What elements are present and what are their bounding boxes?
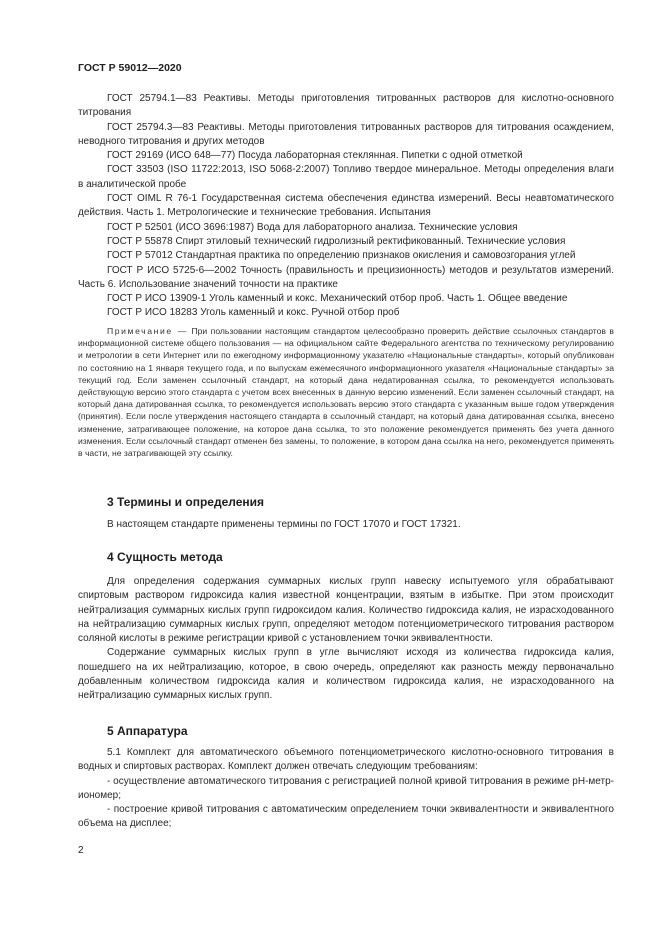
reference-item: ГОСТ Р 57012 Стандартная практика по определению признаков окисления и самовозгорания углей [107,250,576,262]
page-number: 2 [78,845,84,856]
reference-item: ГОСТ 25794.3—83 Реактивы. Методы приготовления титрованных растворов для титрования осаждением, неводного титрования и других методов [78,121,614,147]
reference-item: ГОСТ Р ИСО 13909-1 Уголь каменный и кокс. Механический отбор проб. Часть 1. Общее введение [107,293,568,305]
section-4-body [78,575,614,704]
reference-item: ГОСТ OIML R 76-1 Государственная система обеспечения единства измерений. Весы неавтоматического действия. Часть 1. Метрологические и технические требования. Испытания [78,193,614,219]
paragraph: Содержание суммарных кислых групп в угле вычисляют исходя из количества гидроксида калия, пошедшего на их нейтрализацию, которое, в свою очередь, определяют как разность между первоначально добавленным количеством гидроксида калия и количеством гидроксида калия, не израсходованного на нейтрализацию суммарных кислых групп. [78,647,614,702]
normative-references-list [78,92,614,321]
reference-item: ГОСТ Р 52501 (ИСО 3696:1987) Вода для лабораторного анализа. Технические условия [107,221,518,233]
section-5-title: 5 Аппаратура [107,724,188,738]
list-item: - построение кривой титрования с автоматическим определением точки эквивалентности и эквивалентного объема на дисплее; [78,804,614,830]
document-header: ГОСТ Р 59012—2020 [78,62,182,74]
paragraph: 5.1 Комплект для автоматического объемного потенциометрического кислотно-основного титрования в водных и спиртовых растворах. Комплект должен отвечать следующим требованиям: [78,747,614,773]
reference-item: ГОСТ Р 55878 Спирт этиловый технический гидролизный ректификованный. Технические условия [107,235,566,247]
references-note [78,325,614,459]
paragraph: Для определения содержания суммарных кислых групп навеску испытуемого угля обрабатывают спиртовым раствором гидроксида калия известной концентрации, взятым в избытке. При этом происходит нейтрализация суммарных кислых групп гидроксидом калия. Количество гидроксида калия, не израсходованного на нейтрализацию суммарных кислых групп, определяют методом потенциометрического титрования раствором соляной кислоты в режиме регистрации кривой с установлением точки эквивалентности. [78,576,614,645]
section-3-title: 3 Термины и определения [107,495,265,509]
note-lead: Примечание — [107,326,188,336]
section-3-body [78,518,614,532]
list-item: - осуществление автоматического титрования с регистрацией полной кривой титрования в режиме pH-метр-иономер; [78,775,614,801]
reference-item: ГОСТ 29169 (ИСО 648—77) Посуда лабораторная стеклянная. Пипетки с одной отметкой [107,150,523,162]
reference-item: ГОСТ Р ИСО 5725-6—2002 Точность (правильность и прецизионность) методов и результатов измерений. Часть 6. Использование значений точности на практике [78,264,614,290]
reference-item: ГОСТ 25794.1—83 Реактивы. Методы приготовления титрованных растворов для кислотно-основного титрования [78,93,614,119]
section-5-body [78,746,614,832]
section-4-title: 4 Сущность метода [107,550,223,564]
note-text: При пользовании настоящим стандартом целесообразно проверить действие ссылочных стандартов в информационной системе общего пользования — на официальном сайте Федерального агентства по техническому регулированию и метрологии в сети Интернет или по ежегодному информационному указателю «Национальные стандарты», который опубликован по состоянию на 1 января текущего года, и по выпускам ежемесячного информационного указателя «Национальные стандарты» за текущий год. Если заменен ссылочный стандарт, на который дана недатированная ссылка, то рекомендуется использовать действующую версию этого стандарта с учетом всех внесенных в данную версию изменений. Если заменен ссылочный стандарт, на который дана датированная ссылка, то рекомендуется использовать версию этого стандарта с указанным выше годом утверждения (принятия). Если после утверждения настоящего стандарта в ссылочный стандарт, на который дана датированная ссылка, внесено изменение, затрагивающее положение, на которое дана ссылка, то это положение рекомендуется применять без учета данного изменения. Если ссылочный стандарт отменен без замены, то положение, в котором дана ссылка на него, рекомендуется применять в части, не затрагивающей эту ссылку. [78,326,614,459]
reference-item: ГОСТ 33503 (ISO 11722:2013, ISO 5068-2:2007) Топливо твердое минеральное. Методы определения влаги в аналитической пробе [78,164,614,190]
reference-item: ГОСТ Р ИСО 18283 Уголь каменный и кокс. Ручной отбор проб [107,307,400,319]
paragraph: В настоящем стандарте применены термины по ГОСТ 17070 и ГОСТ 17321. [107,519,461,530]
